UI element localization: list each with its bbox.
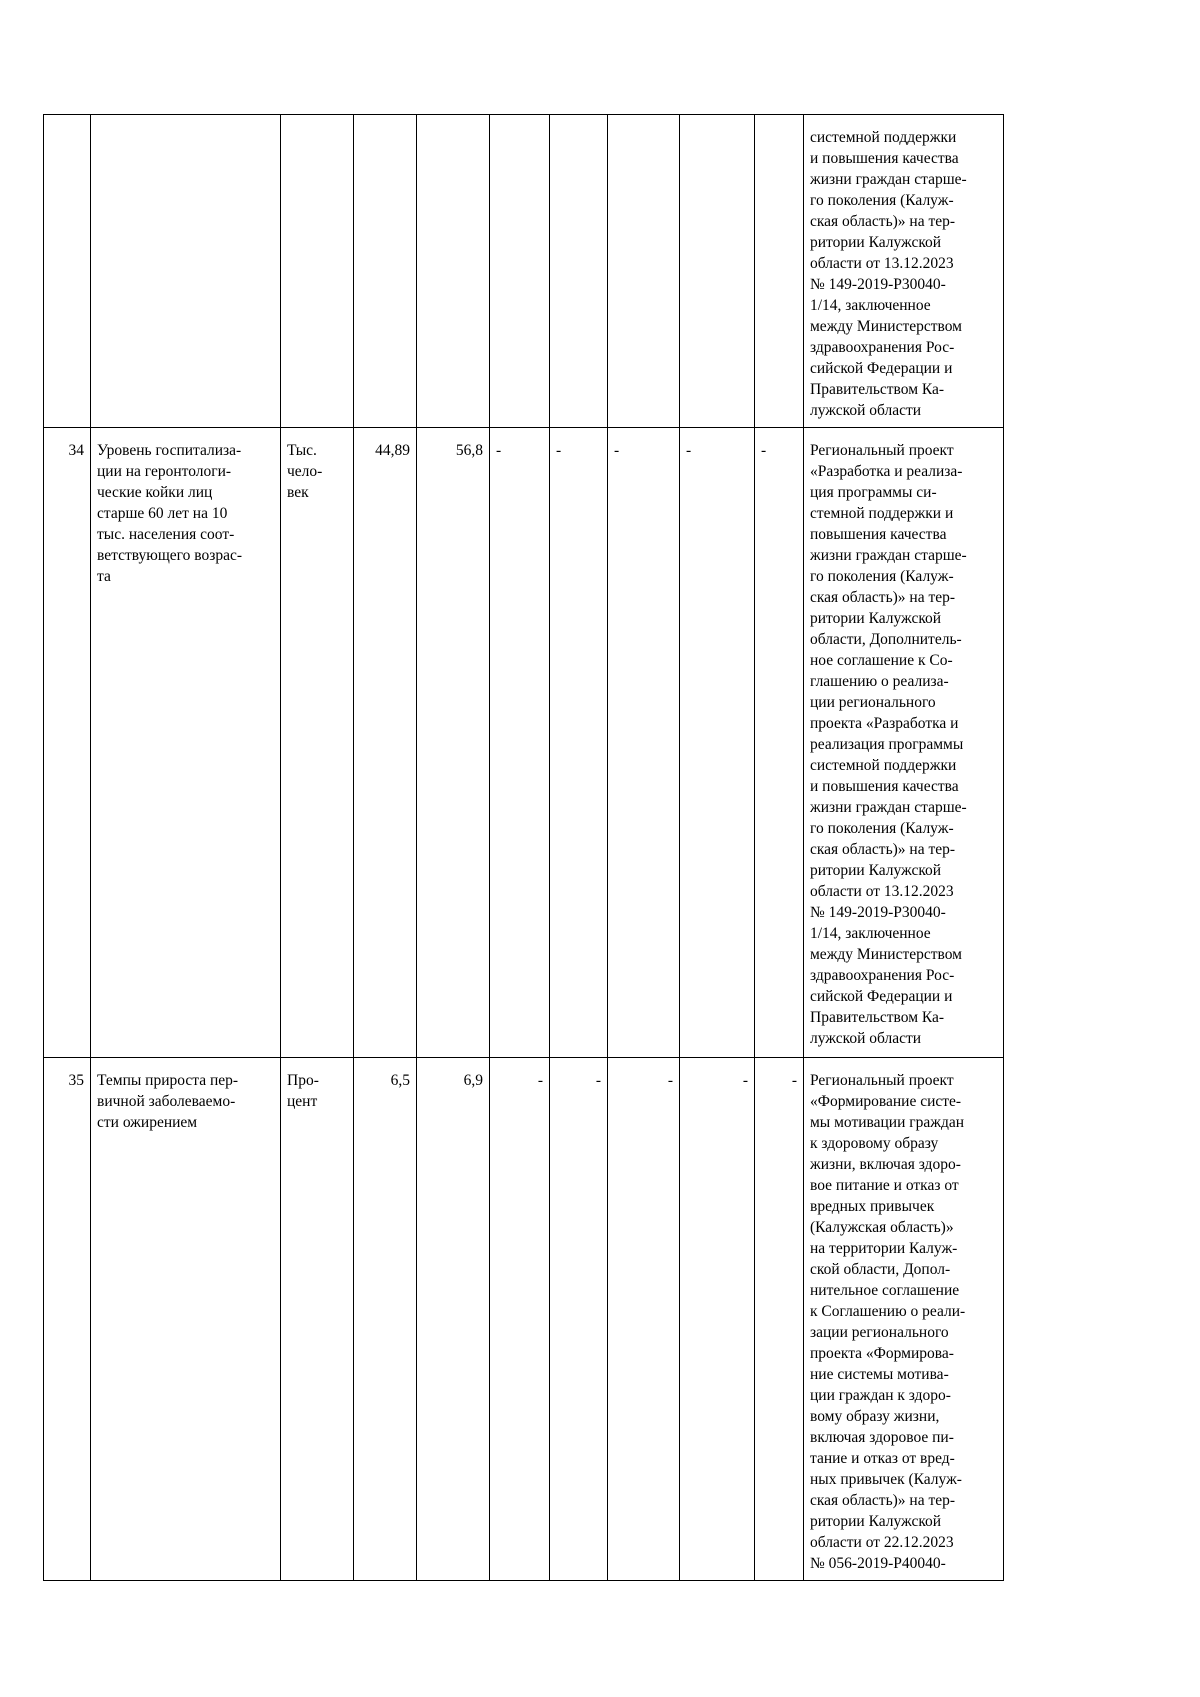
source-line: к здоровому образу (810, 1135, 939, 1152)
indicator-name-cell (91, 428, 281, 1058)
value-cell-1 (354, 428, 417, 1058)
unit-cell (281, 428, 354, 1058)
unit-line: чело- (287, 463, 323, 480)
source-line: системной поддержки (810, 129, 957, 146)
source-line: № 056-2019-Р40040- (810, 1555, 946, 1572)
unit-line: цент (287, 1093, 318, 1110)
source-line: Правительством Ка- (810, 1009, 945, 1026)
source-line: проекта «Разработка и (810, 715, 959, 732)
source-line: к Соглашению о реали- (810, 1303, 966, 1320)
value-1-text: 44,89 (375, 442, 410, 459)
source-line: вому образу жизни, (810, 1408, 940, 1425)
source-line: области от 13.12.2023 (810, 255, 954, 272)
source-line: вредных привычек (810, 1198, 935, 1215)
table-row (44, 428, 1004, 1058)
value-4-text: - (556, 442, 562, 459)
source-line: и повышения качества (810, 150, 959, 167)
source-line: лужской области (810, 402, 922, 419)
source-line: ская область)» на тер- (810, 841, 956, 858)
source-line: жизни граждан старше- (810, 547, 967, 564)
source-line: мы мотивации граждан (810, 1114, 965, 1131)
indicator-name-line: сти ожирением (97, 1114, 198, 1131)
source-line: Региональный проект (810, 1072, 954, 1089)
value-5-text: - (614, 442, 620, 459)
indicator-name-line: вичной заболеваемо- (97, 1093, 236, 1110)
value-cell-4 (550, 1058, 608, 1581)
source-line: и повышения качества (810, 778, 959, 795)
value-cell-2 (417, 115, 490, 428)
value-6-text: - (742, 1072, 748, 1089)
source-line: глашению о реализа- (810, 673, 949, 690)
value-cell-6 (680, 1058, 755, 1581)
source-line: ритории Калужской (810, 862, 942, 879)
value-cell-5 (608, 115, 680, 428)
source-line: ская область)» на тер- (810, 213, 956, 230)
source-line: ритории Калужской (810, 234, 942, 251)
source-line: ской области, Допол- (810, 1261, 951, 1278)
source-line: го поколения (Калуж- (810, 192, 954, 209)
source-line: (Калужская область)» (810, 1219, 954, 1236)
source-line: проекта «Формирова- (810, 1345, 954, 1362)
source-line: ская область)» на тер- (810, 589, 956, 606)
source-line: ции граждан к здоро- (810, 1387, 951, 1404)
source-line: области от 22.12.2023 (810, 1534, 954, 1551)
value-3-text: - (496, 442, 502, 459)
indicator-name-line: ческие койки лиц (97, 484, 213, 501)
row-number-cell (44, 1058, 91, 1581)
indicators-table (43, 114, 1004, 1581)
value-5-text: - (667, 1072, 673, 1089)
source-line: на территории Калуж- (810, 1240, 958, 1257)
unit-line: Про- (287, 1072, 319, 1089)
source-line: здравоохранения Рос- (810, 967, 955, 984)
indicator-name-line: Уровень госпитализа- (97, 442, 242, 459)
source-line: области, Дополнитель- (810, 631, 962, 648)
source-line: сийской Федерации и (810, 988, 953, 1005)
indicator-name-cell (91, 1058, 281, 1581)
row-number-text: 35 (68, 1072, 84, 1089)
source-line: Региональный проект (810, 442, 954, 459)
source-line: повышения качества (810, 526, 947, 543)
source-line: реализация программы (810, 736, 964, 753)
value-cell-7 (755, 1058, 804, 1581)
source-line: ное соглашение к Со- (810, 652, 953, 669)
indicator-name-line: та (97, 568, 111, 585)
indicator-name-line: тыс. населения соот- (97, 526, 235, 543)
value-cell-7 (755, 115, 804, 428)
value-7-text: - (761, 442, 767, 459)
source-line: № 149-2019-Р30040- (810, 904, 946, 921)
source-line: зации регионального (810, 1324, 949, 1341)
value-cell-1 (354, 1058, 417, 1581)
source-line: лужской области (810, 1030, 922, 1047)
source-line: «Разработка и реализа- (810, 463, 963, 480)
table-body (44, 115, 1004, 1581)
value-4-text: - (595, 1072, 601, 1089)
source-line: Правительством Ка- (810, 381, 945, 398)
source-line: сийской Федерации и (810, 360, 953, 377)
source-line: здравоохранения Рос- (810, 339, 955, 356)
source-line: ская область)» на тер- (810, 1492, 956, 1509)
source-line: ние системы мотива- (810, 1366, 949, 1383)
indicator-name-line: старше 60 лет на 10 (97, 505, 228, 522)
value-2-text: 56,8 (455, 442, 483, 459)
row-number-text: 34 (68, 442, 84, 459)
source-line: ритории Калужской (810, 610, 942, 627)
source-cell (804, 428, 1004, 1058)
table-row (44, 115, 1004, 428)
source-line: 1/14, заключенное (810, 925, 931, 942)
source-line: го поколения (Калуж- (810, 820, 954, 837)
source-line: тание и отказ от вред- (810, 1450, 955, 1467)
source-line: го поколения (Калуж- (810, 568, 954, 585)
value-cell-6 (680, 115, 755, 428)
unit-line: век (287, 484, 309, 501)
value-cell-3 (490, 1058, 550, 1581)
value-cell-3 (490, 428, 550, 1058)
value-7-text: - (791, 1072, 797, 1089)
source-line: между Министерством (810, 318, 962, 335)
value-cell-6 (680, 428, 755, 1058)
value-cell-7 (755, 428, 804, 1058)
source-line: 1/14, заключенное (810, 297, 931, 314)
row-number-cell (44, 115, 91, 428)
source-cell (804, 1058, 1004, 1581)
indicator-name-line: ции на геронтологи- (97, 463, 232, 480)
source-line: «Формирование систе- (810, 1093, 962, 1110)
value-6-text: - (686, 442, 692, 459)
source-line: ция программы си- (810, 484, 937, 501)
source-line: системной поддержки (810, 757, 957, 774)
source-line: жизни граждан старше- (810, 171, 967, 188)
source-line: ции регионального (810, 694, 936, 711)
unit-line: Тыс. (287, 442, 317, 459)
value-cell-4 (550, 428, 608, 1058)
value-cell-5 (608, 428, 680, 1058)
source-line: жизни граждан старше- (810, 799, 967, 816)
value-cell-3 (490, 115, 550, 428)
value-1-text: 6,5 (390, 1072, 410, 1089)
source-line: между Министерством (810, 946, 962, 963)
unit-cell (281, 115, 354, 428)
value-2-text: 6,9 (463, 1072, 483, 1089)
source-line: нительное соглашение (810, 1282, 960, 1299)
source-line: № 149-2019-Р30040- (810, 276, 946, 293)
source-line: вое питание и отказ от (810, 1177, 959, 1194)
value-cell-2 (417, 1058, 490, 1581)
source-line: ных привычек (Калуж- (810, 1471, 962, 1488)
indicator-name-line: ветствующего возрас- (97, 547, 243, 564)
value-cell-1 (354, 115, 417, 428)
value-3-text: - (537, 1072, 543, 1089)
source-line: стемной поддержки и (810, 505, 954, 522)
source-line: области от 13.12.2023 (810, 883, 954, 900)
source-cell (804, 115, 1004, 428)
indicator-name-line: Темпы прироста пер- (97, 1072, 239, 1089)
source-line: ритории Калужской (810, 1513, 942, 1530)
value-cell-5 (608, 1058, 680, 1581)
value-cell-2 (417, 428, 490, 1058)
source-line: жизни, включая здоро- (810, 1156, 961, 1173)
value-cell-4 (550, 115, 608, 428)
unit-cell (281, 1058, 354, 1581)
row-number-cell (44, 428, 91, 1058)
table-row (44, 1058, 1004, 1581)
source-line: включая здоровое пи- (810, 1429, 954, 1446)
indicator-name-cell (91, 115, 281, 428)
